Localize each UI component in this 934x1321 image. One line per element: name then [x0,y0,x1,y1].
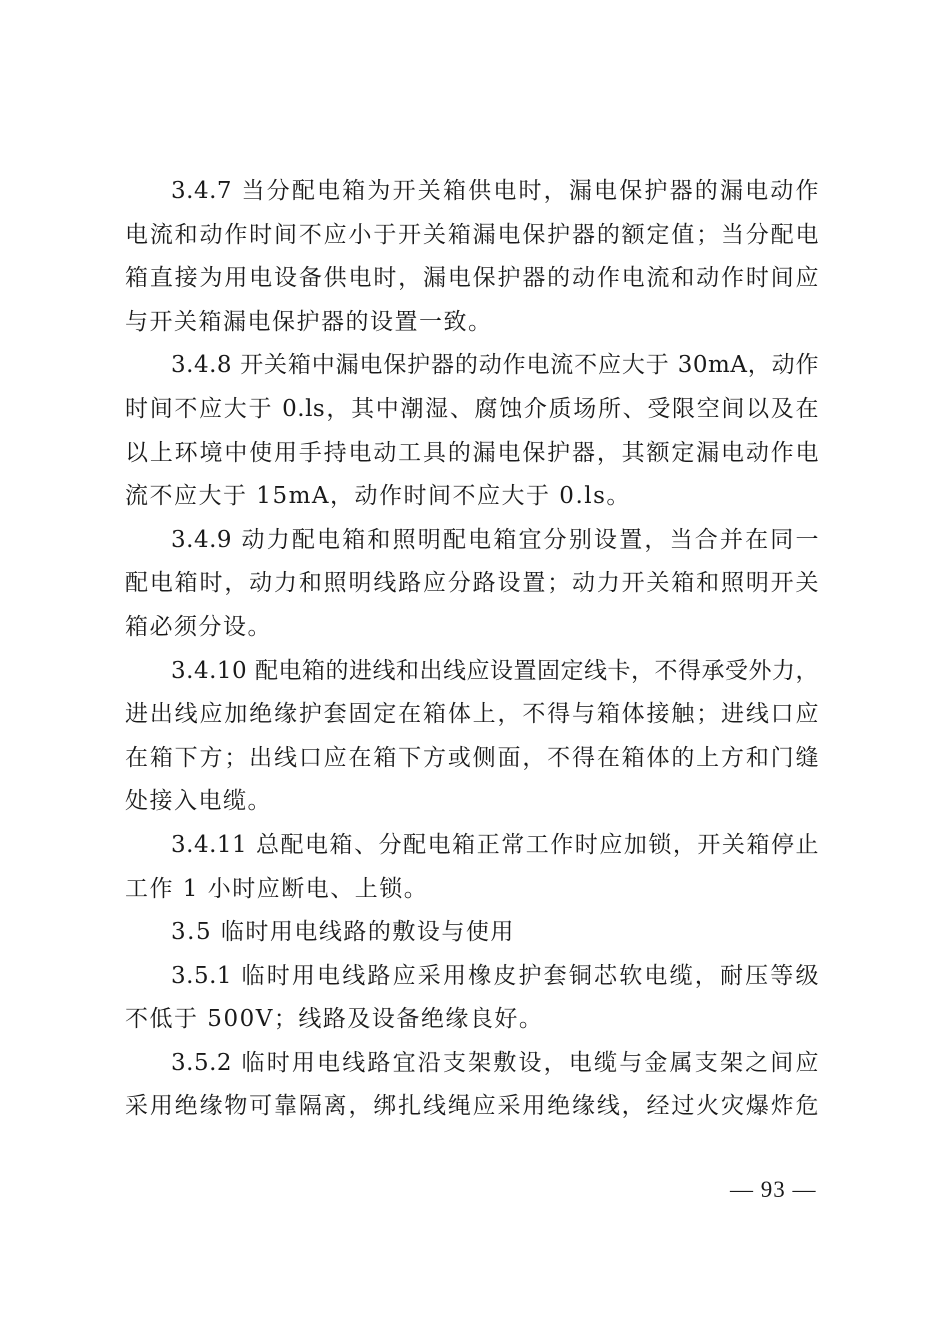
paragraph-line: 配电箱时，动力和照明线路应分路设置；动力开关箱和照明开关 [125,570,819,597]
paragraph-3-4-7 [125,170,819,344]
paragraph-line: 3.4.11 总配电箱、分配电箱正常工作时应加锁，开关箱停止 [171,831,819,858]
paragraph-line: 工作 1 小时应断电、上锁。 [125,875,429,902]
page-number: — 93 — [730,1177,817,1202]
paragraph-line: 进出线应加绝缘护套固定在箱体上，不得与箱体接触；进线口应 [125,701,819,728]
paragraph-line: 采用绝缘物可靠隔离，绑扎线绳应采用绝缘线，经过火灾爆炸危 [125,1093,819,1120]
paragraph-line: 以上环境中使用手持电动工具的漏电保护器，其额定漏电动作电 [125,439,819,466]
paragraph-3-4-9 [125,519,819,650]
section-heading-3-5 [125,911,819,955]
paragraph-3-5-1 [125,955,819,1042]
paragraph-3-4-8 [125,344,819,518]
paragraph-line: 电流和动作时间不应小于开关箱漏电保护器的额定值；当分配电 [125,221,819,248]
paragraph-line: 3.4.10 配电箱的进线和出线应设置固定线卡，不得承受外力， [171,657,819,684]
paragraph-line: 与开关箱漏电保护器的设置一致。 [125,308,493,335]
paragraph-line: 3.5.1 临时用电线路应采用橡皮护套铜芯软电缆，耐压等级 [171,962,819,989]
paragraph-line: 不低于 500V；线路及设备绝缘良好。 [125,1006,544,1033]
paragraph-line: 处接入电缆。 [125,788,272,815]
paragraph-line: 流不应大于 15mA，动作时间不应大于 0.ls。 [125,483,631,510]
paragraph-line: 3.4.7 当分配电箱为开关箱供电时，漏电保护器的漏电动作 [171,178,819,204]
document-body [125,170,819,1129]
paragraph-line: 3.4.8 开关箱中漏电保护器的动作电流不应大于 30mA，动作 [171,352,819,379]
paragraph-line: 箱必须分设。 [125,613,272,640]
paragraph-3-5-2 [125,1042,819,1129]
paragraph-3-4-10 [125,650,819,824]
paragraph-line: 3.4.9 动力配电箱和照明配电箱宜分别设置，当合并在同一 [171,526,819,553]
paragraph-line: 箱直接为用电设备供电时，漏电保护器的动作电流和动作时间应 [125,265,819,292]
paragraph-line: 3.5.2 临时用电线路宜沿支架敷设，电缆与金属支架之间应 [171,1049,819,1076]
section-heading: 3.5 临时用电线路的敷设与使用 [171,919,515,946]
paragraph-line: 在箱下方；出线口应在箱下方或侧面，不得在箱体的上方和门缝 [125,744,819,771]
paragraph-3-4-11 [125,824,819,911]
paragraph-line: 时间不应大于 0.ls，其中潮湿、腐蚀介质场所、受限空间以及在 [125,395,819,422]
